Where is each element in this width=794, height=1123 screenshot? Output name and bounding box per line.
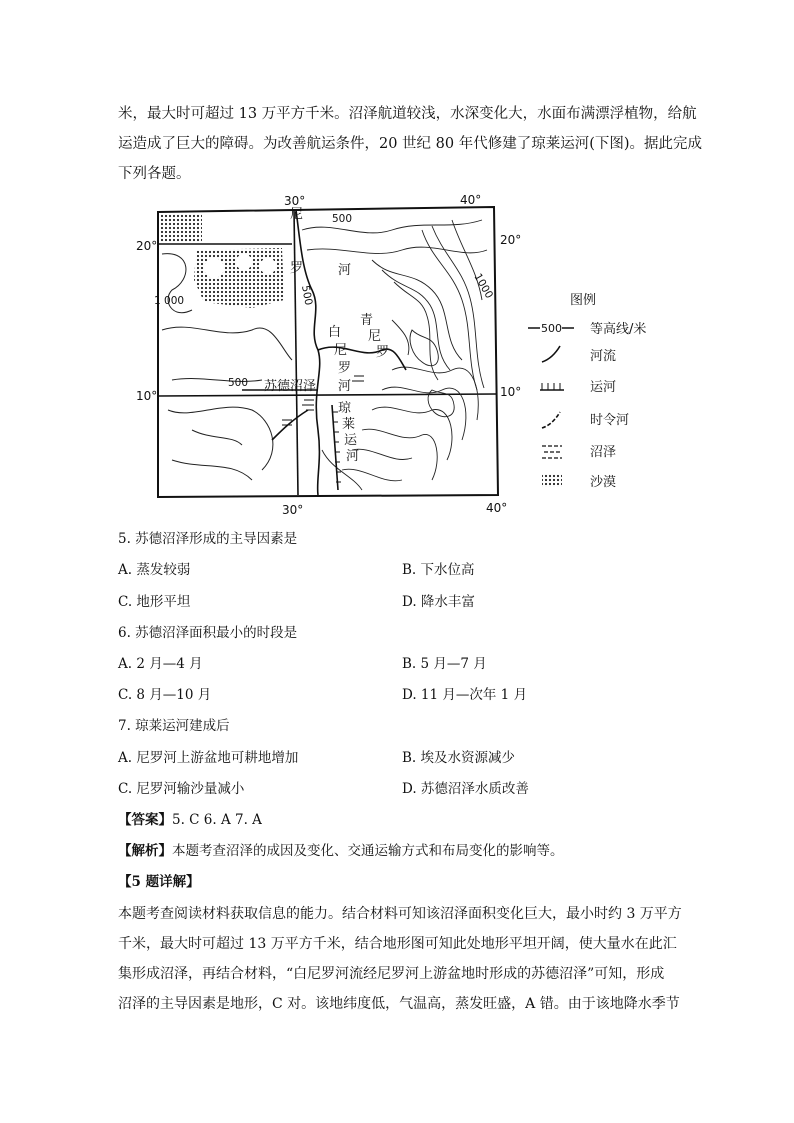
label-blue-nile-2: 尼 <box>368 329 382 344</box>
analysis-text: 本题考查沼泽的成因及变化、交通运输方式和布局变化的影响等。 <box>172 843 564 859</box>
contour-label-500-north: 500 <box>332 213 353 225</box>
q7-option-b: B. 埃及水资源减少 <box>402 750 516 766</box>
q6-option-a: A. 2 月—4 月 <box>118 656 203 672</box>
desert-areas <box>160 214 284 308</box>
lat-label-right-20: 20° <box>500 233 522 247</box>
legend-title: 图例 <box>570 293 597 308</box>
legend-contour-label: 等高线/米 <box>590 322 647 337</box>
label-canal-2: 莱 <box>342 417 356 432</box>
q5-option-d: D. 降水丰富 <box>402 594 475 610</box>
analysis-label: 【解析】 <box>118 843 172 859</box>
contour-label-500-mid: 500 <box>299 284 315 307</box>
contours-east <box>302 220 487 490</box>
q7-option-a: A. 尼罗河上游盆地可耕地增加 <box>118 750 299 766</box>
contour-label-1000-east: 1000 <box>471 271 496 301</box>
q5-option-b: B. 下水位高 <box>402 562 475 578</box>
question-6-stem: 6. 苏德沼泽面积最小的时段是 <box>118 625 298 641</box>
detail-5-line-1: 本题考查阅读材料获取信息的能力。结合材料可知该沼泽面积变化巨大，最小时约 3 万平方 <box>118 906 682 922</box>
lon-label-bottom-30: 30° <box>282 503 304 517</box>
q6-option-d: D. 11 月—次年 1 月 <box>402 687 528 703</box>
q5-option-c: C. 地形平坦 <box>118 594 191 610</box>
answer-label: 【答案】 <box>118 812 172 828</box>
desert-symbol-icon <box>542 474 562 487</box>
q5-option-a: A. 蒸发较弱 <box>118 562 191 578</box>
analysis-line <box>118 842 564 860</box>
question-5-stem: 5. 苏德沼泽形成的主导因素是 <box>118 531 298 547</box>
label-white-nile-3: 罗 <box>338 361 352 376</box>
label-sudd-swamp: 苏德沼泽 <box>264 379 317 394</box>
intro-line-3: 下列各题。 <box>118 166 191 182</box>
legend-desert-label: 沙漠 <box>590 475 617 490</box>
label-canal-4: 河 <box>346 449 360 464</box>
intro-line-2: 运造成了巨大的障碍。为改善航运条件，20 世纪 80 年代修建了琼莱运河(下图)。据此完成 <box>118 136 703 152</box>
label-canal-3: 运 <box>344 433 358 448</box>
detail-5-heading: 【5 题详解】 <box>118 874 200 890</box>
label-blue-nile-1: 青 <box>360 313 374 328</box>
lat-label-right-10: 10° <box>500 385 522 399</box>
label-white-nile-2: 尼 <box>334 343 348 358</box>
answer-line <box>118 811 262 829</box>
detail-5-line-4: 沼泽的主导因素是地形，C 对。该地纬度低，气温高，蒸发旺盛，A 错。由于该地降水季节 <box>118 996 680 1012</box>
lon-label-top-30: 30° <box>284 194 306 208</box>
legend-swamp-label: 沼泽 <box>590 445 617 460</box>
answer-text: 5. C 6. A 7. A <box>172 812 262 828</box>
jonglei-canal <box>332 405 341 490</box>
label-ni: 尼 <box>290 207 304 222</box>
lon-label-bottom-40: 40° <box>486 501 508 515</box>
canal-symbol-icon <box>540 383 564 390</box>
label-luo: 罗 <box>290 261 304 276</box>
question-7-stem: 7. 琼莱运河建成后 <box>118 718 230 734</box>
legend-contour-sample: 500 <box>541 322 562 335</box>
q7-option-d: D. 苏德沼泽水质改善 <box>402 781 529 797</box>
intro-line-1: 米，最大时可超过 13 万平方千米。沼泽航道较浅，水深变化大，水面布满漂浮植物，给航 <box>118 106 697 122</box>
map-legend <box>528 293 646 490</box>
lat-label-left-10: 10° <box>136 389 158 403</box>
legend-seasonal-label: 时令河 <box>590 413 630 428</box>
contour-label-1000-west: 1 000 <box>154 295 185 307</box>
swamp-symbol-icon <box>542 446 562 458</box>
label-canal-1: 琼 <box>338 401 352 416</box>
nile-canal-map <box>132 190 672 520</box>
legend-canal-label: 运河 <box>590 380 617 395</box>
q7-option-c: C. 尼罗河输沙量减小 <box>118 781 245 797</box>
label-blue-nile-3: 罗 <box>376 345 390 360</box>
contour-label-500-west: 500 <box>228 377 249 389</box>
seasonal-river-symbol-icon <box>542 412 560 428</box>
detail-5-line-2: 千米，最大时可超过 13 万平方千米，结合地形图可知此处地形平坦开阔，使大量水在此汇 <box>118 936 677 952</box>
river-symbol-icon <box>542 346 560 362</box>
q6-option-c: C. 8 月—10 月 <box>118 687 212 703</box>
legend-river-label: 河流 <box>590 349 617 364</box>
q6-option-b: B. 5 月—7 月 <box>402 656 487 672</box>
label-white-nile-4: 河 <box>338 379 352 394</box>
label-he: 河 <box>338 263 352 278</box>
detail-5-line-3: 集形成沼泽，再结合材料，“白尼罗河流经尼罗河上游盆地时形成的苏德沼泽”可知，形成 <box>118 966 665 982</box>
lon-label-top-40: 40° <box>460 193 482 207</box>
label-white-nile-1: 白 <box>328 325 342 340</box>
lat-label-left-20: 20° <box>136 239 158 253</box>
